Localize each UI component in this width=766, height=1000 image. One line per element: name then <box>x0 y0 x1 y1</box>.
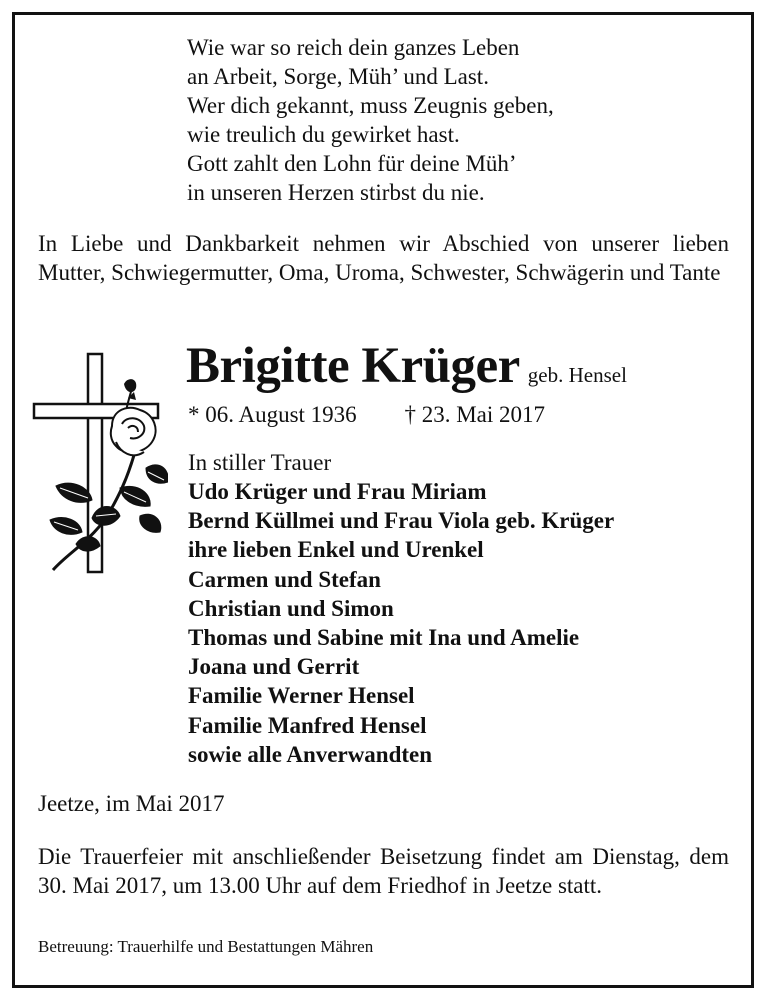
mourner: Joana und Gerrit <box>188 654 360 680</box>
mourner: Familie Werner Hensel <box>188 683 415 709</box>
mourner: Thomas und Sabine mit Ina und Amelie <box>188 625 580 651</box>
mourner: Christian und Simon <box>188 595 394 621</box>
deceased-name-line <box>186 336 627 396</box>
mourner: Carmen und Stefan <box>188 566 381 592</box>
poem-line: an Arbeit, Sorge, Müh’ und Last. <box>187 64 489 89</box>
mourners-label: In stiller Trauer <box>188 450 332 475</box>
poem-line: Wer dich gekannt, muss Zeugnis geben, <box>187 93 554 118</box>
birth-name: geb. Hensel <box>527 363 627 387</box>
poem-line: in unseren Herzen stirbst du nie. <box>187 180 485 205</box>
mourner: Familie Manfred Hensel <box>188 712 427 738</box>
poem-line: wie treulich du gewirket hast. <box>187 122 460 147</box>
mourners-list <box>188 477 614 769</box>
mourner: ihre lieben Enkel und Urenkel <box>188 537 484 563</box>
cross-with-rose-icon <box>28 348 168 578</box>
intro-text: In Liebe und Dankbarkeit nehmen wir Abschied von unserer lieben Mutter, Schwiegermutter, Oma, Uroma, Schwester, Schwägerin und Tante <box>38 231 729 285</box>
mourner: Bernd Küllmei und Frau Viola geb. Krüger <box>188 508 615 534</box>
mourner: Udo Krüger und Frau Miriam <box>188 479 487 504</box>
poem-line: Wie war so reich dein ganzes Leben <box>187 35 520 60</box>
life-dates <box>188 400 545 429</box>
place-and-date: Jeetze, im Mai 2017 <box>38 791 225 816</box>
poem <box>187 33 554 207</box>
mourner: sowie alle Anverwandten <box>188 741 433 767</box>
funeral-service-credit: Betreuung: Trauerhilfe und Bestattungen Mähren <box>38 937 374 956</box>
deceased-name: Brigitte Krüger <box>186 338 520 394</box>
ceremony-notice: Die Trauerfeier mit anschließender Beisetzung findet am Dienstag, dem 30. Mai 2017, um 13.00 Uhr auf dem Friedhof in Jeetze statt. <box>38 844 729 898</box>
poem-line: Gott zahlt den Lohn für deine Müh’ <box>187 151 517 176</box>
birth-date: * 06. August 1936 <box>188 402 357 427</box>
death-date: † 23. Mai 2017 <box>404 402 545 427</box>
